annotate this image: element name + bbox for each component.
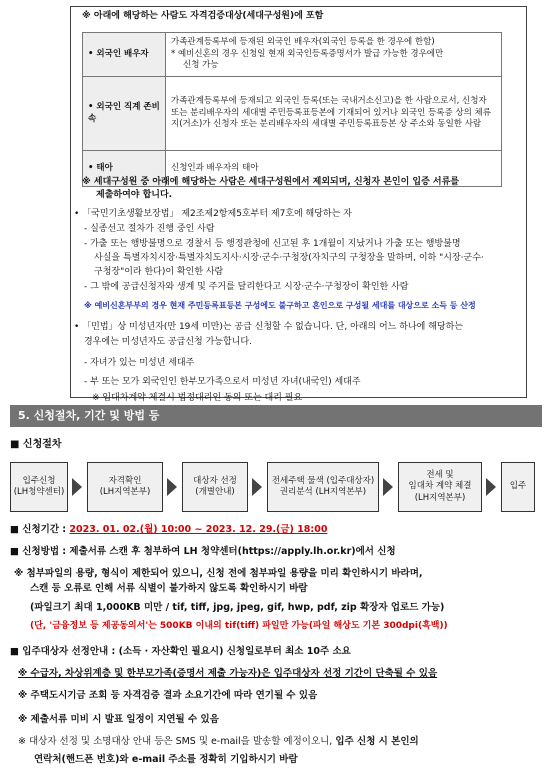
flow-step-text: (개별안내) xyxy=(195,487,235,497)
flow-step-text: 입주신청 xyxy=(22,475,56,486)
period-label: ■ 신청기간 : xyxy=(10,524,70,535)
flow-step-text: 권리분석 (LH지역본부) xyxy=(279,487,367,497)
row-label: • 태아 xyxy=(83,151,166,187)
prenuptial-note: ※ 예비신혼부부의 경우 현재 주민등록표등본 구성에도 불구하고 혼인으로 구성될 세대를 대상으로 소득 등 산정 xyxy=(84,301,476,310)
table-row xyxy=(83,77,502,151)
row-desc-line: * 예비신혼의 경우 신청일 현재 외국인등록증명서가 발급 가능한 경우에만 xyxy=(171,48,444,59)
row-desc: 신청인과 배우자의 태아 xyxy=(166,151,502,187)
exclusion-note-line1: ※ 세대구성원 중 아래에 해당하는 사람은 세대구성원에서 제외되며, 신청자 본인이 입증 서류를 xyxy=(82,177,460,187)
row-desc: 가족관계등록부에 등재되고 외국인 등록(또는 국내거소신고)을 한 사람으로서, 신청자 또는 분리배우자의 세대별 주민등록표등본에 기재되어 있거나 외국인 등록증 상의 체류지(거소)가 신청자 또는 분리배우자의 세대별 주민등록표등본 상 주소와 동일한 사람 xyxy=(166,77,502,151)
law-sub-item: - 가출 또는 행방불명으로 경찰서 등 행정관청에 신고된 후 1개월이 지났거나 가출 또는 행방불명 xyxy=(84,239,461,249)
row-desc-line: 신청 가능 xyxy=(183,60,219,71)
flow-step-text: (LH지역본부) xyxy=(99,487,151,497)
table-row xyxy=(83,33,502,77)
minor-sub-item: - 부 또는 모가 외국인인 한부모가족으로서 미성년 자녀(내국인) 세대주 xyxy=(84,377,361,387)
household-table xyxy=(82,32,502,187)
flow-step-search xyxy=(267,462,379,512)
contact-note-emphasis: 입주 신청 시 본인의 xyxy=(335,736,419,747)
minor-sub-item: - 자녀가 있는 미성년 세대주 xyxy=(84,358,195,368)
contact-note-text: ※ 대상자 선정 및 소명대상 안내 등은 SMS 및 e-mail을 발송할 예정이오니, xyxy=(18,736,336,747)
notice-item: ※ 수급자, 차상위계층 및 한부모가족(증명서 제출 가능자)은 입주대상자 선정 기간이 단축될 수 있음 xyxy=(18,668,438,679)
flow-arrow xyxy=(167,478,177,496)
flow-step-movein xyxy=(501,462,535,512)
flow-step-text: (LH지역본부) xyxy=(414,492,466,503)
law-item: • 「국민기초생활보장법」 제2조제2항제5호부터 제7호에 해당하는 자 xyxy=(74,209,352,219)
period-value: 2023. 01. 02.(월) 10:00 ~ 2023. 12. 29.(금) 18:00 xyxy=(69,524,328,535)
attach-note-line1: ※ 첨부파일의 용량, 형식이 제한되어 있으니, 신청 전에 첨부파일 용량을 미리 확인하시기 바라며, xyxy=(14,568,423,579)
law-sub-item: - 실종선고 절차가 진행 중인 사람 xyxy=(84,224,215,234)
contact-note-line1 xyxy=(18,736,419,749)
flow-step-contract xyxy=(398,462,482,512)
flow-arrow xyxy=(383,478,393,496)
flow-step-text: 전세 및 xyxy=(426,469,454,480)
row-label: • 외국인 직계 존비속 xyxy=(83,77,166,151)
flow-step-text: 대상자 선정 xyxy=(193,475,237,486)
law-sub-item: 사실을 특별자치시장·특별자치도지사·시장·군수·구청장(자치구의 구청장을 말하며, 이하 "시장·군수· xyxy=(94,253,484,263)
flow-step-text: 임대차 계약 체결 xyxy=(408,481,472,492)
minor-item-line1: • 「민법」상 미성년자(만 19세 미만)는 공급 신청할 수 없습니다. 단, 아래의 어느 하나에 해당하는 xyxy=(74,322,463,332)
flow-step-verify xyxy=(87,462,163,512)
contact-note-line2: 연락처(핸드폰 번호)와 e-mail 주소를 정확히 기입하시기 바람 xyxy=(34,754,298,765)
flow-step-apply xyxy=(10,462,68,512)
law-sub-item: - 그 밖에 공급신청자와 생계 및 주거를 달리한다고 시장·군수·구청장이 확인한 사람 xyxy=(84,282,409,292)
procedure-heading: ■ 신청절차 xyxy=(10,439,62,450)
row-desc-line: 가족관계등록부에 등재된 외국인 배우자(외국인 등록을 한 경우에 한함) xyxy=(171,37,435,48)
flow-step-text: (LH청약센터) xyxy=(13,487,65,497)
flow-arrow xyxy=(486,478,496,496)
attach-note-line3: (파일크기 최대 1,000KB 미만 / tif, tiff, jpg, jpeg, gif, hwp, pdf, zip 확장자 업로드 가능) xyxy=(30,602,445,613)
flow-arrow xyxy=(72,478,82,496)
notice-item: ※ 주택도시기금 조회 등 자격검증 결과 소요기간에 따라 연기될 수 있음 xyxy=(18,690,318,701)
row-desc xyxy=(166,33,502,77)
method-line: ■ 신청방법 : 제출서류 스캔 후 첨부하여 LH 청약센터(https://apply.lh.or.kr)에서 신청 xyxy=(10,546,396,557)
flow-arrow xyxy=(252,478,262,496)
notice-heading: ■ 입주대상자 선정안내 : (소득 · 자산확인 필요시) 신청일로부터 최소 10주 소요 xyxy=(10,646,351,657)
flow-step-text: 전세주택 물색 (입주대상자) xyxy=(271,475,375,486)
flow-step-select xyxy=(182,462,248,512)
notice-item: ※ 제출서류 미비 시 발표 일정이 지연될 수 있음 xyxy=(18,714,219,725)
law-sub-item: 구청장"이라 한다)이 확인한 사람 xyxy=(94,267,224,277)
attach-note-line2: 스캔 등 오류로 인해 서류 식별이 불가하지 않도록 확인하시기 바람 xyxy=(30,583,308,594)
row-label: • 외국인 배우자 xyxy=(83,33,166,77)
flow-step-text: 입주 xyxy=(509,481,527,492)
minor-item-line2: 경우에는 미성년자도 공급신청 가능합니다. xyxy=(84,337,252,347)
period-line xyxy=(10,524,327,537)
exclusion-note-line2: 제출하여야 합니다. xyxy=(96,190,173,200)
minor-sub-item: ※ 임대차계약 체결시 법정대리인 동의 또는 대리 필요 xyxy=(92,393,303,403)
top-note: ※ 아래에 해당하는 사람도 자격검증대상(세대구성원)에 포함 xyxy=(82,11,324,21)
flow-step-text: 자격확인 xyxy=(108,475,142,486)
section-title: 5. 신청절차, 기간 및 방법 등 xyxy=(10,405,542,427)
attach-note-line4: (단, '금융정보 등 제공동의서'는 500KB 이내의 tif(tiff) 파일만 가능(파일 해상도 기본 300dpi(흑백)) xyxy=(30,621,448,631)
